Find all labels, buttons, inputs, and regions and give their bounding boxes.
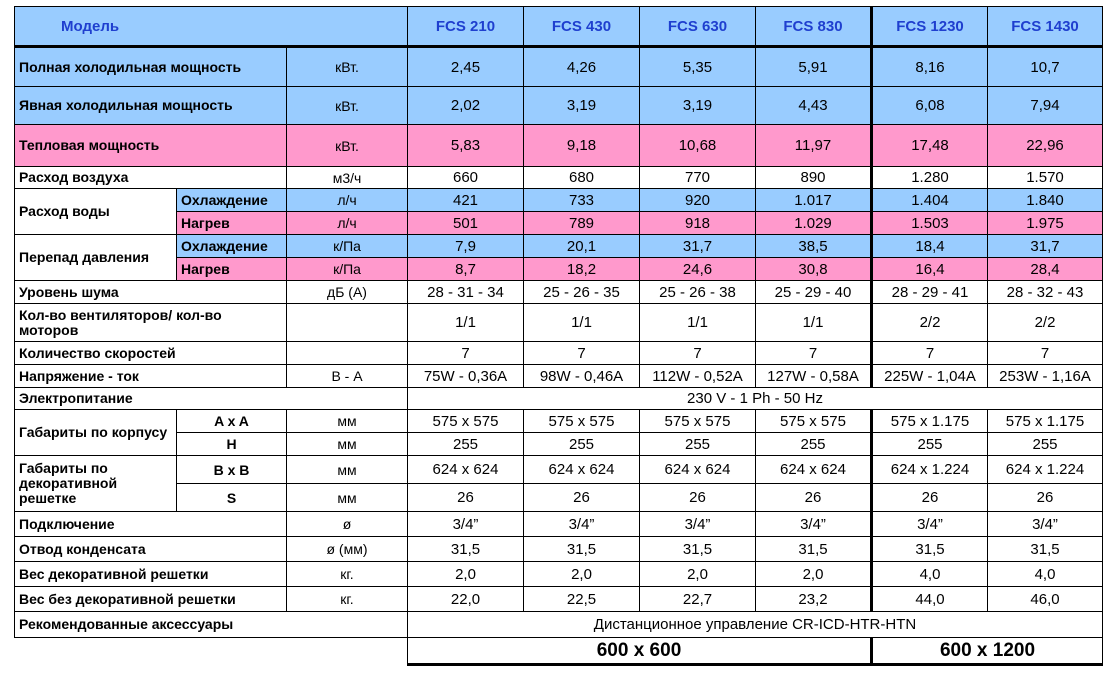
sub-label: B x B xyxy=(177,456,287,484)
footer-spacer xyxy=(15,638,408,665)
cell-value: 230 V - 1 Ph - 50 Hz xyxy=(408,388,1103,410)
cell-value: 31,5 xyxy=(756,537,872,562)
model-name: FCS 430 xyxy=(524,7,640,47)
cell-value: 5,91 xyxy=(756,47,872,87)
cell-value: 31,5 xyxy=(872,537,988,562)
cell-value: 26 xyxy=(640,484,756,512)
cell-value: 26 xyxy=(756,484,872,512)
row-unit: кг. xyxy=(287,562,408,587)
cell-value: 22,7 xyxy=(640,587,756,612)
cell-value: 2/2 xyxy=(988,304,1103,342)
row-unit: мм xyxy=(287,433,408,456)
cell-value: 25 - 26 - 38 xyxy=(640,281,756,304)
row-label: Рекомендованные аксессуары xyxy=(15,612,408,638)
sub-label: Охлаждение xyxy=(177,235,287,258)
cell-value: 1/1 xyxy=(408,304,524,342)
row-label: Отвод конденсата xyxy=(15,537,287,562)
cell-value: 7 xyxy=(756,342,872,365)
cell-value: 3,19 xyxy=(640,87,756,125)
cell-value: 31,7 xyxy=(988,235,1103,258)
cell-value: 127W - 0,58A xyxy=(756,365,872,388)
cell-value: 3/4” xyxy=(640,512,756,537)
sub-label: S xyxy=(177,484,287,512)
row-unit: ø xyxy=(287,512,408,537)
cell-value: 255 xyxy=(756,433,872,456)
cell-value: 5,83 xyxy=(408,125,524,167)
cell-value: 1.503 xyxy=(872,212,988,235)
model-label: Модель xyxy=(15,7,408,47)
table-row xyxy=(15,47,1103,87)
cell-value: 680 xyxy=(524,167,640,189)
cell-value: 575 x 1.175 xyxy=(872,410,988,433)
cell-value: 624 x 1.224 xyxy=(988,456,1103,484)
row-unit: кг. xyxy=(287,587,408,612)
cell-value: 1/1 xyxy=(524,304,640,342)
cell-value: 575 x 1.175 xyxy=(988,410,1103,433)
cell-value: 17,48 xyxy=(872,125,988,167)
row-unit: ø (мм) xyxy=(287,537,408,562)
row-label: Напряжение - ток xyxy=(15,365,287,388)
cell-value: 2,0 xyxy=(640,562,756,587)
footer-row xyxy=(15,638,1103,665)
cell-value: 75W - 0,36A xyxy=(408,365,524,388)
row-label: Подключение xyxy=(15,512,287,537)
row-unit: мм xyxy=(287,484,408,512)
row-unit xyxy=(287,342,408,365)
cell-value: 918 xyxy=(640,212,756,235)
cell-value: 255 xyxy=(872,433,988,456)
cell-value: 3/4” xyxy=(408,512,524,537)
cell-value: 9,18 xyxy=(524,125,640,167)
sub-label: Нагрев xyxy=(177,258,287,281)
row-label: Расход воды xyxy=(15,189,177,235)
cell-value: 31,7 xyxy=(640,235,756,258)
row-unit: м3/ч xyxy=(287,167,408,189)
cell-value: 624 x 624 xyxy=(524,456,640,484)
cell-value: 421 xyxy=(408,189,524,212)
cell-value: 28,4 xyxy=(988,258,1103,281)
sub-label: Охлаждение xyxy=(177,189,287,212)
cell-value: 2,0 xyxy=(756,562,872,587)
cell-value: 624 x 624 xyxy=(408,456,524,484)
sub-label: H xyxy=(177,433,287,456)
cell-value: 4,0 xyxy=(872,562,988,587)
row-label: Электропитание xyxy=(15,388,408,410)
table-row xyxy=(15,587,1103,612)
group-small-label: 600 x 600 xyxy=(408,638,872,665)
table-row xyxy=(15,235,1103,258)
cell-value: 253W - 1,16A xyxy=(988,365,1103,388)
table-row xyxy=(15,612,1103,638)
cell-value: 5,35 xyxy=(640,47,756,87)
cell-value: 575 x 575 xyxy=(524,410,640,433)
cell-value: 26 xyxy=(408,484,524,512)
cell-value: 3/4” xyxy=(988,512,1103,537)
cell-value: 575 x 575 xyxy=(408,410,524,433)
row-unit: В - А xyxy=(287,365,408,388)
cell-value: 4,43 xyxy=(756,87,872,125)
cell-value: 3/4” xyxy=(872,512,988,537)
cell-value: 112W - 0,52A xyxy=(640,365,756,388)
header-row xyxy=(15,7,1103,47)
cell-value: 1.280 xyxy=(872,167,988,189)
table-row xyxy=(15,456,1103,484)
cell-value: 6,08 xyxy=(872,87,988,125)
cell-value: 22,96 xyxy=(988,125,1103,167)
cell-value: 38,5 xyxy=(756,235,872,258)
table-row xyxy=(15,125,1103,167)
cell-value: 46,0 xyxy=(988,587,1103,612)
row-label: Габариты по декоративной решетке xyxy=(15,456,177,512)
cell-value: 789 xyxy=(524,212,640,235)
cell-value: 1.840 xyxy=(988,189,1103,212)
cell-value: 7 xyxy=(524,342,640,365)
cell-value: 24,6 xyxy=(640,258,756,281)
table-row xyxy=(15,433,1103,456)
cell-value: 1.570 xyxy=(988,167,1103,189)
cell-value: 1.029 xyxy=(756,212,872,235)
cell-value: 4,26 xyxy=(524,47,640,87)
table-row xyxy=(15,212,1103,235)
cell-value: 28 - 32 - 43 xyxy=(988,281,1103,304)
cell-value: 23,2 xyxy=(756,587,872,612)
cell-value: 44,0 xyxy=(872,587,988,612)
cell-value: 770 xyxy=(640,167,756,189)
row-label: Габариты по корпусу xyxy=(15,410,177,456)
cell-value: 2,45 xyxy=(408,47,524,87)
table-row xyxy=(15,189,1103,212)
cell-value: 255 xyxy=(640,433,756,456)
table-row xyxy=(15,167,1103,189)
cell-value: 31,5 xyxy=(988,537,1103,562)
cell-value: 2/2 xyxy=(872,304,988,342)
table-row xyxy=(15,342,1103,365)
cell-value: 7,94 xyxy=(988,87,1103,125)
row-unit xyxy=(287,304,408,342)
cell-value: 22,0 xyxy=(408,587,524,612)
row-label: Уровень шума xyxy=(15,281,287,304)
cell-value: 1.975 xyxy=(988,212,1103,235)
cell-value: 255 xyxy=(988,433,1103,456)
table-row xyxy=(15,410,1103,433)
cell-value: 10,7 xyxy=(988,47,1103,87)
row-label: Вес без декоративной решетки xyxy=(15,587,287,612)
row-label: Тепловая мощность xyxy=(15,125,287,167)
table-row xyxy=(15,365,1103,388)
row-unit: мм xyxy=(287,456,408,484)
cell-value: 4,0 xyxy=(988,562,1103,587)
cell-value: 575 x 575 xyxy=(640,410,756,433)
table-row xyxy=(15,537,1103,562)
cell-value: 31,5 xyxy=(408,537,524,562)
row-label: Кол-во вентиляторов/ кол-во моторов xyxy=(15,304,287,342)
cell-value: 575 x 575 xyxy=(756,410,872,433)
cell-value: 3,19 xyxy=(524,87,640,125)
table-row xyxy=(15,484,1103,512)
cell-value: 7 xyxy=(988,342,1103,365)
row-unit: мм xyxy=(287,410,408,433)
cell-value: 624 x 1.224 xyxy=(872,456,988,484)
row-label: Расход воздуха xyxy=(15,167,287,189)
model-name: FCS 1230 xyxy=(872,7,988,47)
row-unit: кВт. xyxy=(287,87,408,125)
cell-value: 1.017 xyxy=(756,189,872,212)
cell-value: 255 xyxy=(408,433,524,456)
cell-value: 7 xyxy=(872,342,988,365)
cell-value: 3/4” xyxy=(524,512,640,537)
cell-value: 624 x 624 xyxy=(756,456,872,484)
cell-value: 22,5 xyxy=(524,587,640,612)
cell-value: 3/4” xyxy=(756,512,872,537)
cell-value: 25 - 29 - 40 xyxy=(756,281,872,304)
cell-value: 7 xyxy=(640,342,756,365)
row-label: Явная холодильная мощность xyxy=(15,87,287,125)
cell-value: 10,68 xyxy=(640,125,756,167)
cell-value: 7,9 xyxy=(408,235,524,258)
cell-value: 501 xyxy=(408,212,524,235)
cell-value: 8,16 xyxy=(872,47,988,87)
cell-value: 920 xyxy=(640,189,756,212)
spec-table xyxy=(14,6,1103,666)
cell-value: 28 - 29 - 41 xyxy=(872,281,988,304)
cell-value: 28 - 31 - 34 xyxy=(408,281,524,304)
model-name: FCS 210 xyxy=(408,7,524,47)
row-unit: л/ч xyxy=(287,212,408,235)
cell-value: 2,02 xyxy=(408,87,524,125)
cell-value: 255 xyxy=(524,433,640,456)
row-label: Перепад давления xyxy=(15,235,177,281)
cell-value: 25 - 26 - 35 xyxy=(524,281,640,304)
cell-value: 8,7 xyxy=(408,258,524,281)
cell-value: 7 xyxy=(408,342,524,365)
cell-value: 1/1 xyxy=(640,304,756,342)
cell-value: 26 xyxy=(524,484,640,512)
row-unit: к/Па xyxy=(287,258,408,281)
cell-value: 26 xyxy=(988,484,1103,512)
cell-value: 890 xyxy=(756,167,872,189)
group-large-label: 600 x 1200 xyxy=(872,638,1103,665)
table-row xyxy=(15,281,1103,304)
row-unit: кВт. xyxy=(287,125,408,167)
table-row xyxy=(15,512,1103,537)
table-row xyxy=(15,304,1103,342)
cell-value: 2,0 xyxy=(524,562,640,587)
row-label: Количество скоростей xyxy=(15,342,287,365)
cell-value: 18,2 xyxy=(524,258,640,281)
cell-value: 225W - 1,04A xyxy=(872,365,988,388)
row-unit: кВт. xyxy=(287,47,408,87)
cell-value: 26 xyxy=(872,484,988,512)
cell-value: 733 xyxy=(524,189,640,212)
sub-label: A x A xyxy=(177,410,287,433)
row-label: Вес декоративной решетки xyxy=(15,562,287,587)
cell-value: 16,4 xyxy=(872,258,988,281)
row-label: Полная холодильная мощность xyxy=(15,47,287,87)
row-unit: к/Па xyxy=(287,235,408,258)
cell-value: 1.404 xyxy=(872,189,988,212)
model-name: FCS 1430 xyxy=(988,7,1103,47)
cell-value: 1/1 xyxy=(756,304,872,342)
table-row xyxy=(15,87,1103,125)
cell-value: 31,5 xyxy=(524,537,640,562)
cell-value: 624 x 624 xyxy=(640,456,756,484)
row-unit: дБ (А) xyxy=(287,281,408,304)
table-row xyxy=(15,562,1103,587)
cell-value: 11,97 xyxy=(756,125,872,167)
row-unit: л/ч xyxy=(287,189,408,212)
sub-label: Нагрев xyxy=(177,212,287,235)
cell-value: 2,0 xyxy=(408,562,524,587)
model-name: FCS 830 xyxy=(756,7,872,47)
table-row xyxy=(15,388,1103,410)
cell-value: 20,1 xyxy=(524,235,640,258)
cell-value: 30,8 xyxy=(756,258,872,281)
cell-value: Дистанционное управление CR-ICD-HTR-HTN xyxy=(408,612,1103,638)
cell-value: 98W - 0,46A xyxy=(524,365,640,388)
cell-value: 31,5 xyxy=(640,537,756,562)
table-row xyxy=(15,258,1103,281)
cell-value: 660 xyxy=(408,167,524,189)
model-name: FCS 630 xyxy=(640,7,756,47)
cell-value: 18,4 xyxy=(872,235,988,258)
